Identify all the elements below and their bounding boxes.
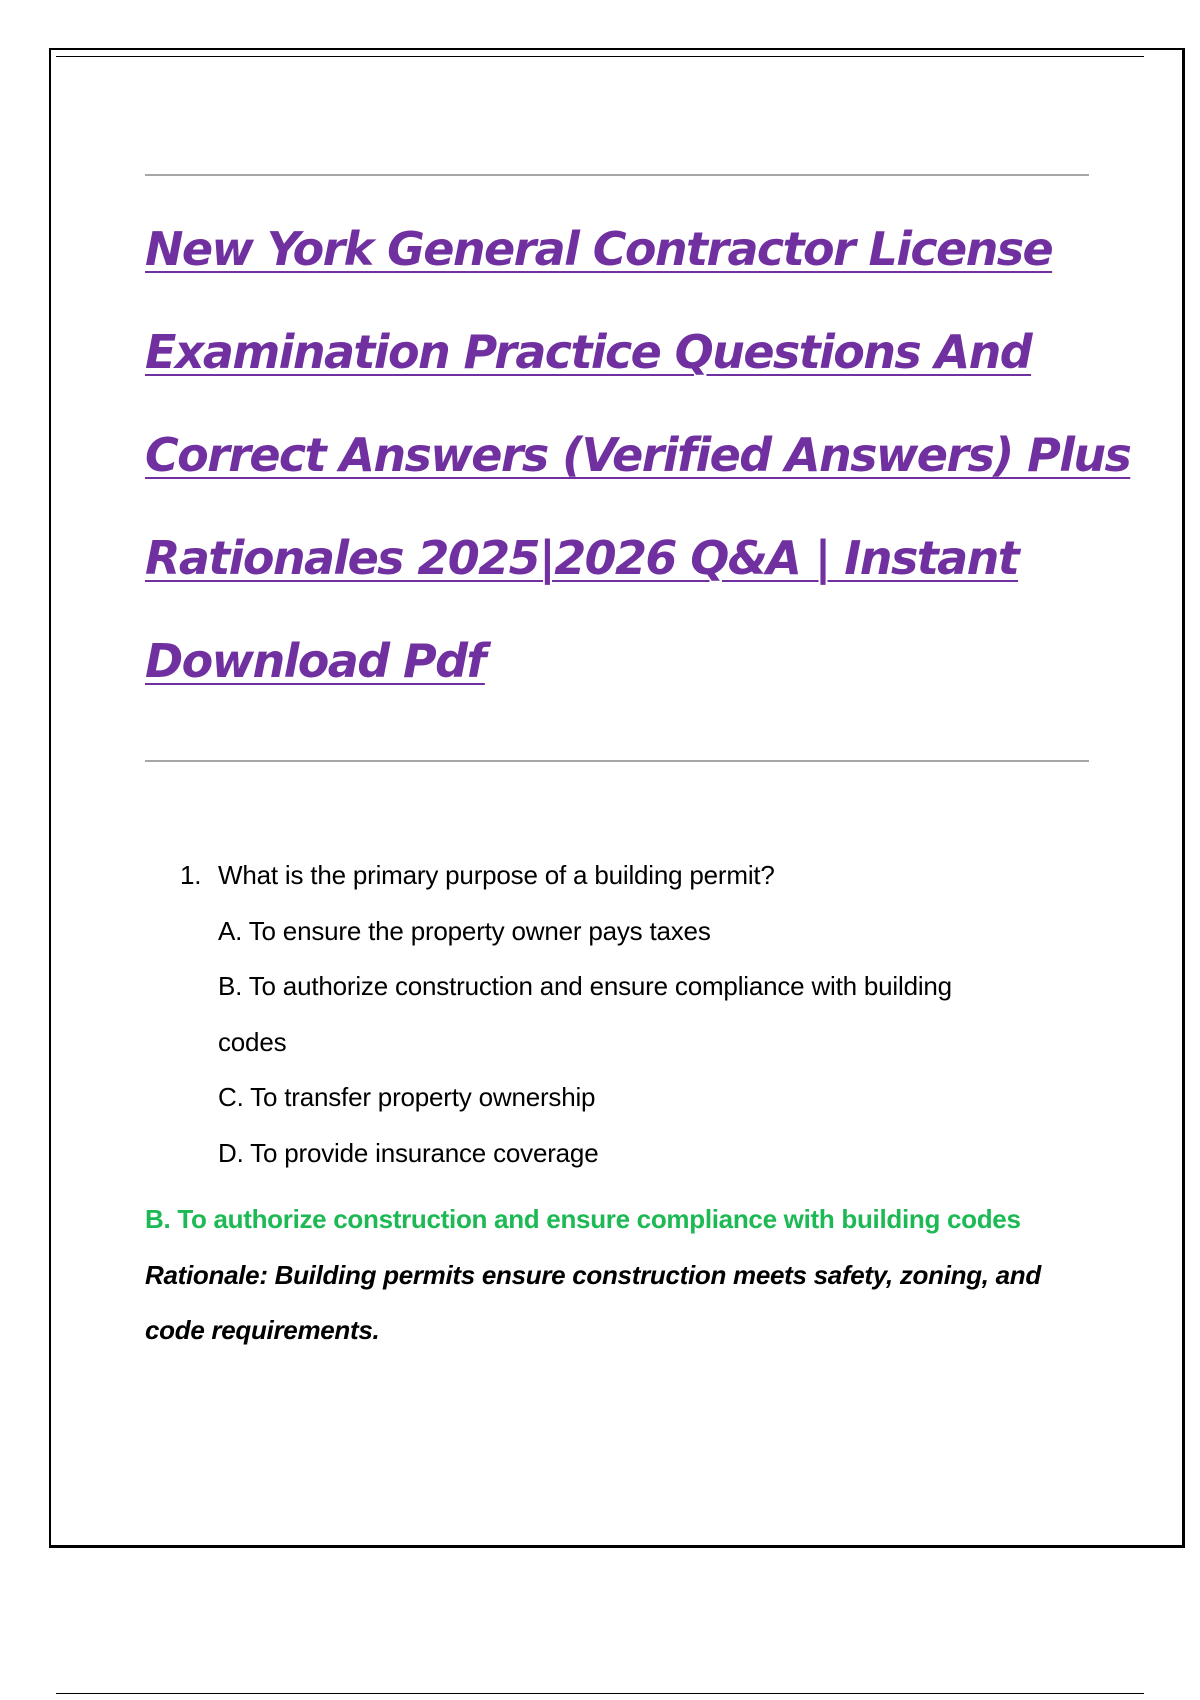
page-bottom-line [56, 1693, 1144, 1694]
title-line: New York General Contractor License [145, 222, 1053, 276]
option-d: D. To provide insurance coverage [218, 1138, 599, 1168]
rationale-line: code requirements. [145, 1315, 380, 1345]
rationale-line: Rationale: Building permits ensure construction meets safety, zoning, and [145, 1260, 1041, 1290]
page-top-line [56, 56, 1144, 57]
option-b-continued: codes [218, 1027, 287, 1057]
title-line: Download Pdf [145, 634, 485, 688]
question-stem [145, 860, 1085, 892]
option-a: A. To ensure the property owner pays taxes [218, 916, 711, 946]
title-line: Rationales 2025|2026 Q&A | Instant [145, 531, 1019, 585]
title-top-rule [145, 174, 1089, 176]
option-c: C. To transfer property ownership [218, 1082, 596, 1112]
question-text: What is the primary purpose of a building permit? [218, 860, 775, 890]
document-title [145, 198, 1131, 713]
option-b: B. To authorize construction and ensure compliance with building [218, 971, 952, 1001]
title-line: Examination Practice Questions And [145, 325, 1032, 379]
question-number: 1. [180, 860, 202, 890]
correct-answer: B. To authorize construction and ensure compliance with building codes [145, 1204, 1021, 1234]
title-bottom-rule [145, 760, 1089, 762]
title-line: Correct Answers (Verified Answers) Plus [145, 428, 1131, 482]
